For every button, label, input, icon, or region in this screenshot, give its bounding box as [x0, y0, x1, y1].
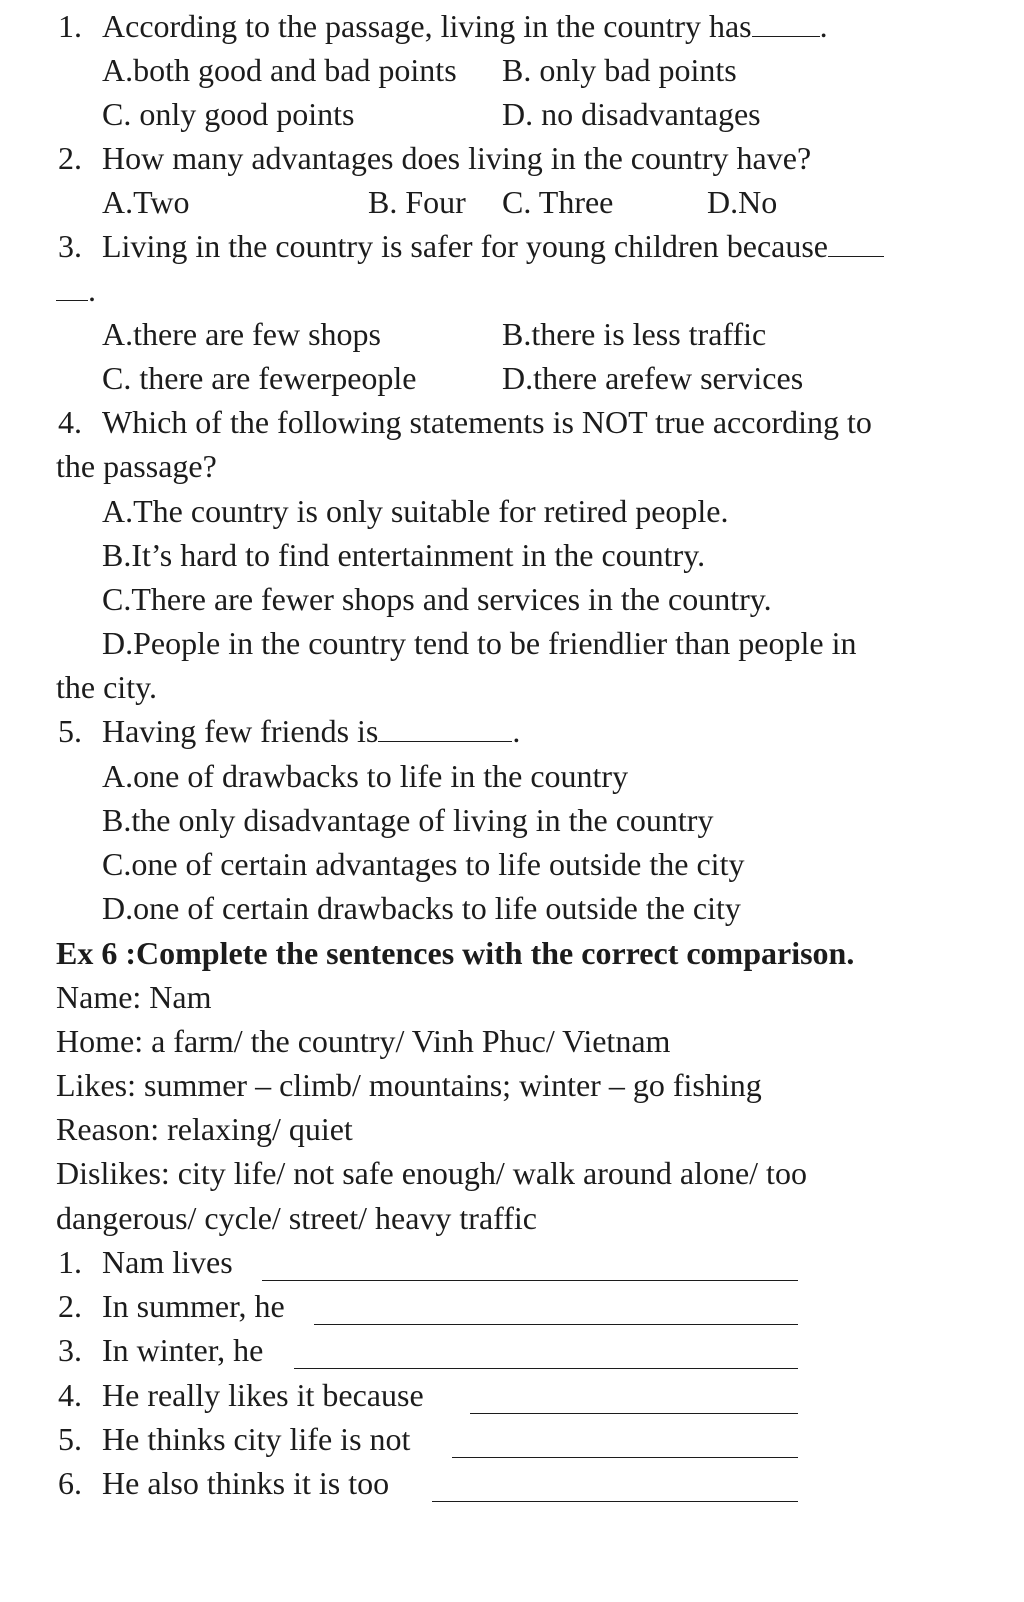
answer-blank[interactable] [828, 226, 884, 257]
option-d[interactable]: D.No [707, 184, 778, 220]
question-stem: Which of the following statements is NOT true according to [102, 404, 872, 440]
question-stem: How many advantages does living in the country have? [102, 140, 812, 176]
info-likes: Likes: summer – climb/ mountains; winter – go fishing [56, 1067, 762, 1103]
question-number: 1. [58, 8, 82, 44]
question-stem: Living in the country is safer for young children because [102, 226, 884, 266]
option-b[interactable]: B.the only disadvantage of living in the country [102, 802, 714, 838]
answer-blank[interactable] [752, 6, 820, 37]
option-c[interactable]: C.one of certain advantages to life outside the city [102, 846, 745, 882]
item-number: 3. [58, 1332, 82, 1368]
option-a[interactable]: A.both good and bad points [102, 52, 457, 88]
item-number: 4. [58, 1377, 82, 1413]
question-number: 4. [58, 404, 82, 440]
exercise-heading: Ex 6 :Complete the sentences with the correct comparison. [56, 935, 855, 971]
item-3-answer-line[interactable] [294, 1368, 798, 1369]
item-2-answer-line[interactable] [314, 1324, 798, 1325]
option-a[interactable]: A.The country is only suitable for retired people. [102, 493, 729, 529]
option-d[interactable]: D.People in the country tend to be friendlier than people in [102, 625, 857, 661]
item-1-answer-line[interactable] [262, 1280, 798, 1281]
option-b[interactable]: B. only bad points [502, 52, 737, 88]
item-number: 6. [58, 1465, 82, 1501]
question-stem: According to the passage, living in the country has . [102, 8, 828, 44]
option-a[interactable]: A.Two [102, 184, 190, 220]
option-c[interactable]: C. Three [502, 184, 614, 220]
option-d-continued[interactable]: the city. [56, 669, 157, 705]
option-d[interactable]: D.there arefew services [502, 360, 804, 396]
option-c[interactable]: C. only good points [102, 96, 355, 132]
info-name: Name: Nam [56, 979, 212, 1015]
item-number: 5. [58, 1421, 82, 1457]
option-c[interactable]: C. there are fewerpeople [102, 360, 417, 396]
answer-blank[interactable] [378, 711, 512, 742]
option-c[interactable]: C.There are fewer shops and services in the country. [102, 581, 772, 617]
item-5-answer-line[interactable] [452, 1457, 798, 1458]
item-6-prompt: He also thinks it is too [102, 1465, 390, 1501]
question-number: 3. [58, 228, 82, 264]
option-b[interactable]: B.It’s hard to find entertainment in the country. [102, 537, 706, 573]
item-5-prompt: He thinks city life is not [102, 1421, 411, 1457]
item-3-prompt: In winter, he [102, 1332, 264, 1368]
option-a[interactable]: A.there are few shops [102, 316, 381, 352]
question-stem-continued: the passage? [56, 448, 217, 484]
question-stem: Having few friends is . [102, 713, 521, 749]
info-reason: Reason: relaxing/ quiet [56, 1111, 353, 1147]
item-number: 2. [58, 1288, 82, 1324]
item-2-prompt: In summer, he [102, 1288, 285, 1324]
item-number: 1. [58, 1244, 82, 1280]
info-dislikes-continued: dangerous/ cycle/ street/ heavy traffic [56, 1200, 537, 1236]
option-b[interactable]: B.there is less traffic [502, 316, 767, 352]
item-4-prompt: He really likes it because [102, 1377, 424, 1413]
answer-blank[interactable] [56, 270, 88, 301]
info-home: Home: a farm/ the country/ Vinh Phuc/ Vietnam [56, 1023, 671, 1059]
option-d[interactable]: D.one of certain drawbacks to life outside the city [102, 890, 741, 926]
option-b[interactable]: B. Four [368, 184, 466, 220]
question-number: 2. [58, 140, 82, 176]
option-d[interactable]: D. no disadvantages [502, 96, 761, 132]
item-6-answer-line[interactable] [432, 1501, 798, 1502]
question-stem-continued: . [56, 270, 96, 310]
item-1-prompt: Nam lives [102, 1244, 233, 1280]
item-4-answer-line[interactable] [470, 1413, 798, 1414]
question-number: 5. [58, 713, 82, 749]
info-dislikes: Dislikes: city life/ not safe enough/ walk around alone/ too [56, 1155, 807, 1191]
option-a[interactable]: A.one of drawbacks to life in the country [102, 758, 629, 794]
